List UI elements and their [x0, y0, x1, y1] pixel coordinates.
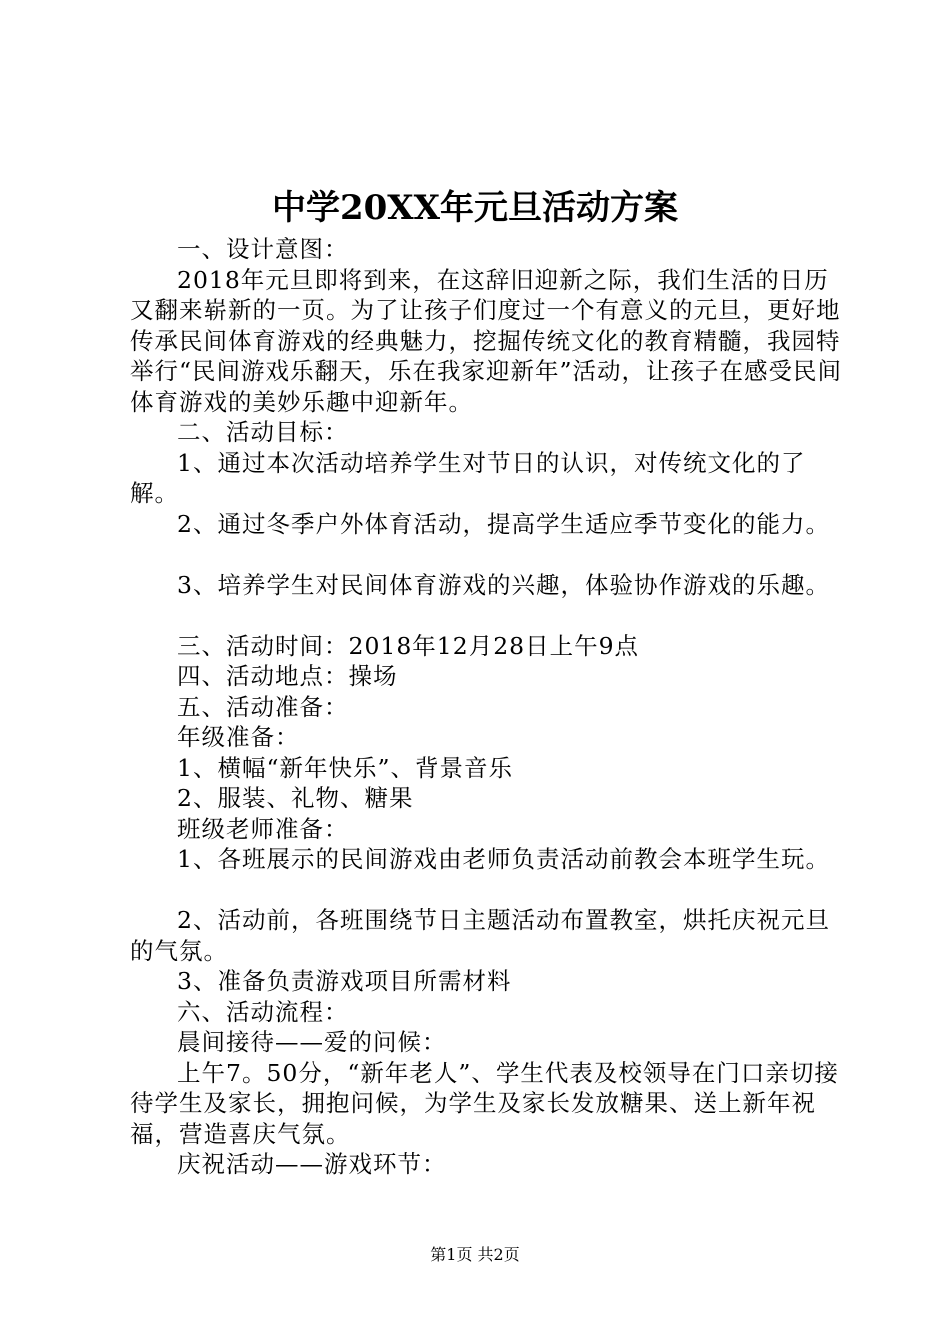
section-heading-6: 六、活动流程：: [177, 997, 349, 1026]
grade-prep-item-2: 2、服装、礼物、糖果: [177, 784, 414, 812]
grade-prep-heading: 年级准备：: [177, 723, 300, 751]
paragraph-intent: 2018年元旦即将到来，在这辞旧迎新之际，我们生活的日历又翻来崭新的一页。为了让孩子们度过一个有意义的元旦，更好地传承民间体育游戏的经典魅力，挖掘传统文化的教育精髓，我园特举行“民间游戏乐翻天，乐在我家迎新年”活动，让孩子在感受民间体育游戏的美妙乐趣中迎新年。: [130, 265, 843, 416]
flow-morning-heading: 晨间接待——爱的问候：: [177, 1028, 447, 1056]
teacher-prep-item-3: 3、准备负责游戏项目所需材料: [177, 967, 512, 995]
flow-celebration-heading: 庆祝活动——游戏环节：: [177, 1150, 447, 1178]
grade-prep-item-1: 1、横幅“新年快乐”、背景音乐: [177, 753, 513, 782]
section-heading-3: 三、活动时间：2018年12月28日上午9点: [177, 631, 640, 660]
section-heading-5: 五、活动准备：: [177, 692, 349, 721]
goal-item-2: 2、通过冬季户外体育活动，提高学生适应季节变化的能力。: [177, 509, 830, 538]
teacher-prep-heading: 班级老师准备：: [177, 814, 349, 843]
goal-item-1: 1、通过本次活动培养学生对节日的认识，对传统文化的了解。: [130, 448, 806, 507]
section-heading-4: 四、活动地点：操场: [177, 662, 398, 690]
document-title: 中学20XX年元旦活动方案: [271, 188, 679, 228]
goal-item-3: 3、培养学生对民间体育游戏的兴趣，体验协作游戏的乐趣。: [177, 570, 830, 599]
document-body: [130, 234, 850, 1180]
section-heading-1: 一、设计意图：: [177, 235, 349, 263]
page-indicator: 第1页 共2页: [430, 1245, 520, 1264]
flow-morning-text: 上午7。50分，“新年老人”、学生代表及校领导在门口亲切接待学生及家长，拥抱问候，为学生及家长发放糖果、送上新年祝福，营造喜庆气氛。: [130, 1058, 839, 1148]
teacher-prep-item-1: 1、各班展示的民间游戏由老师负责活动前教会本班学生玩。: [177, 845, 830, 873]
teacher-prep-item-2: 2、活动前，各班围绕节日主题活动布置教室，烘托庆祝元旦的气氛。: [130, 906, 830, 965]
section-heading-2: 二、活动目标：: [177, 418, 349, 446]
